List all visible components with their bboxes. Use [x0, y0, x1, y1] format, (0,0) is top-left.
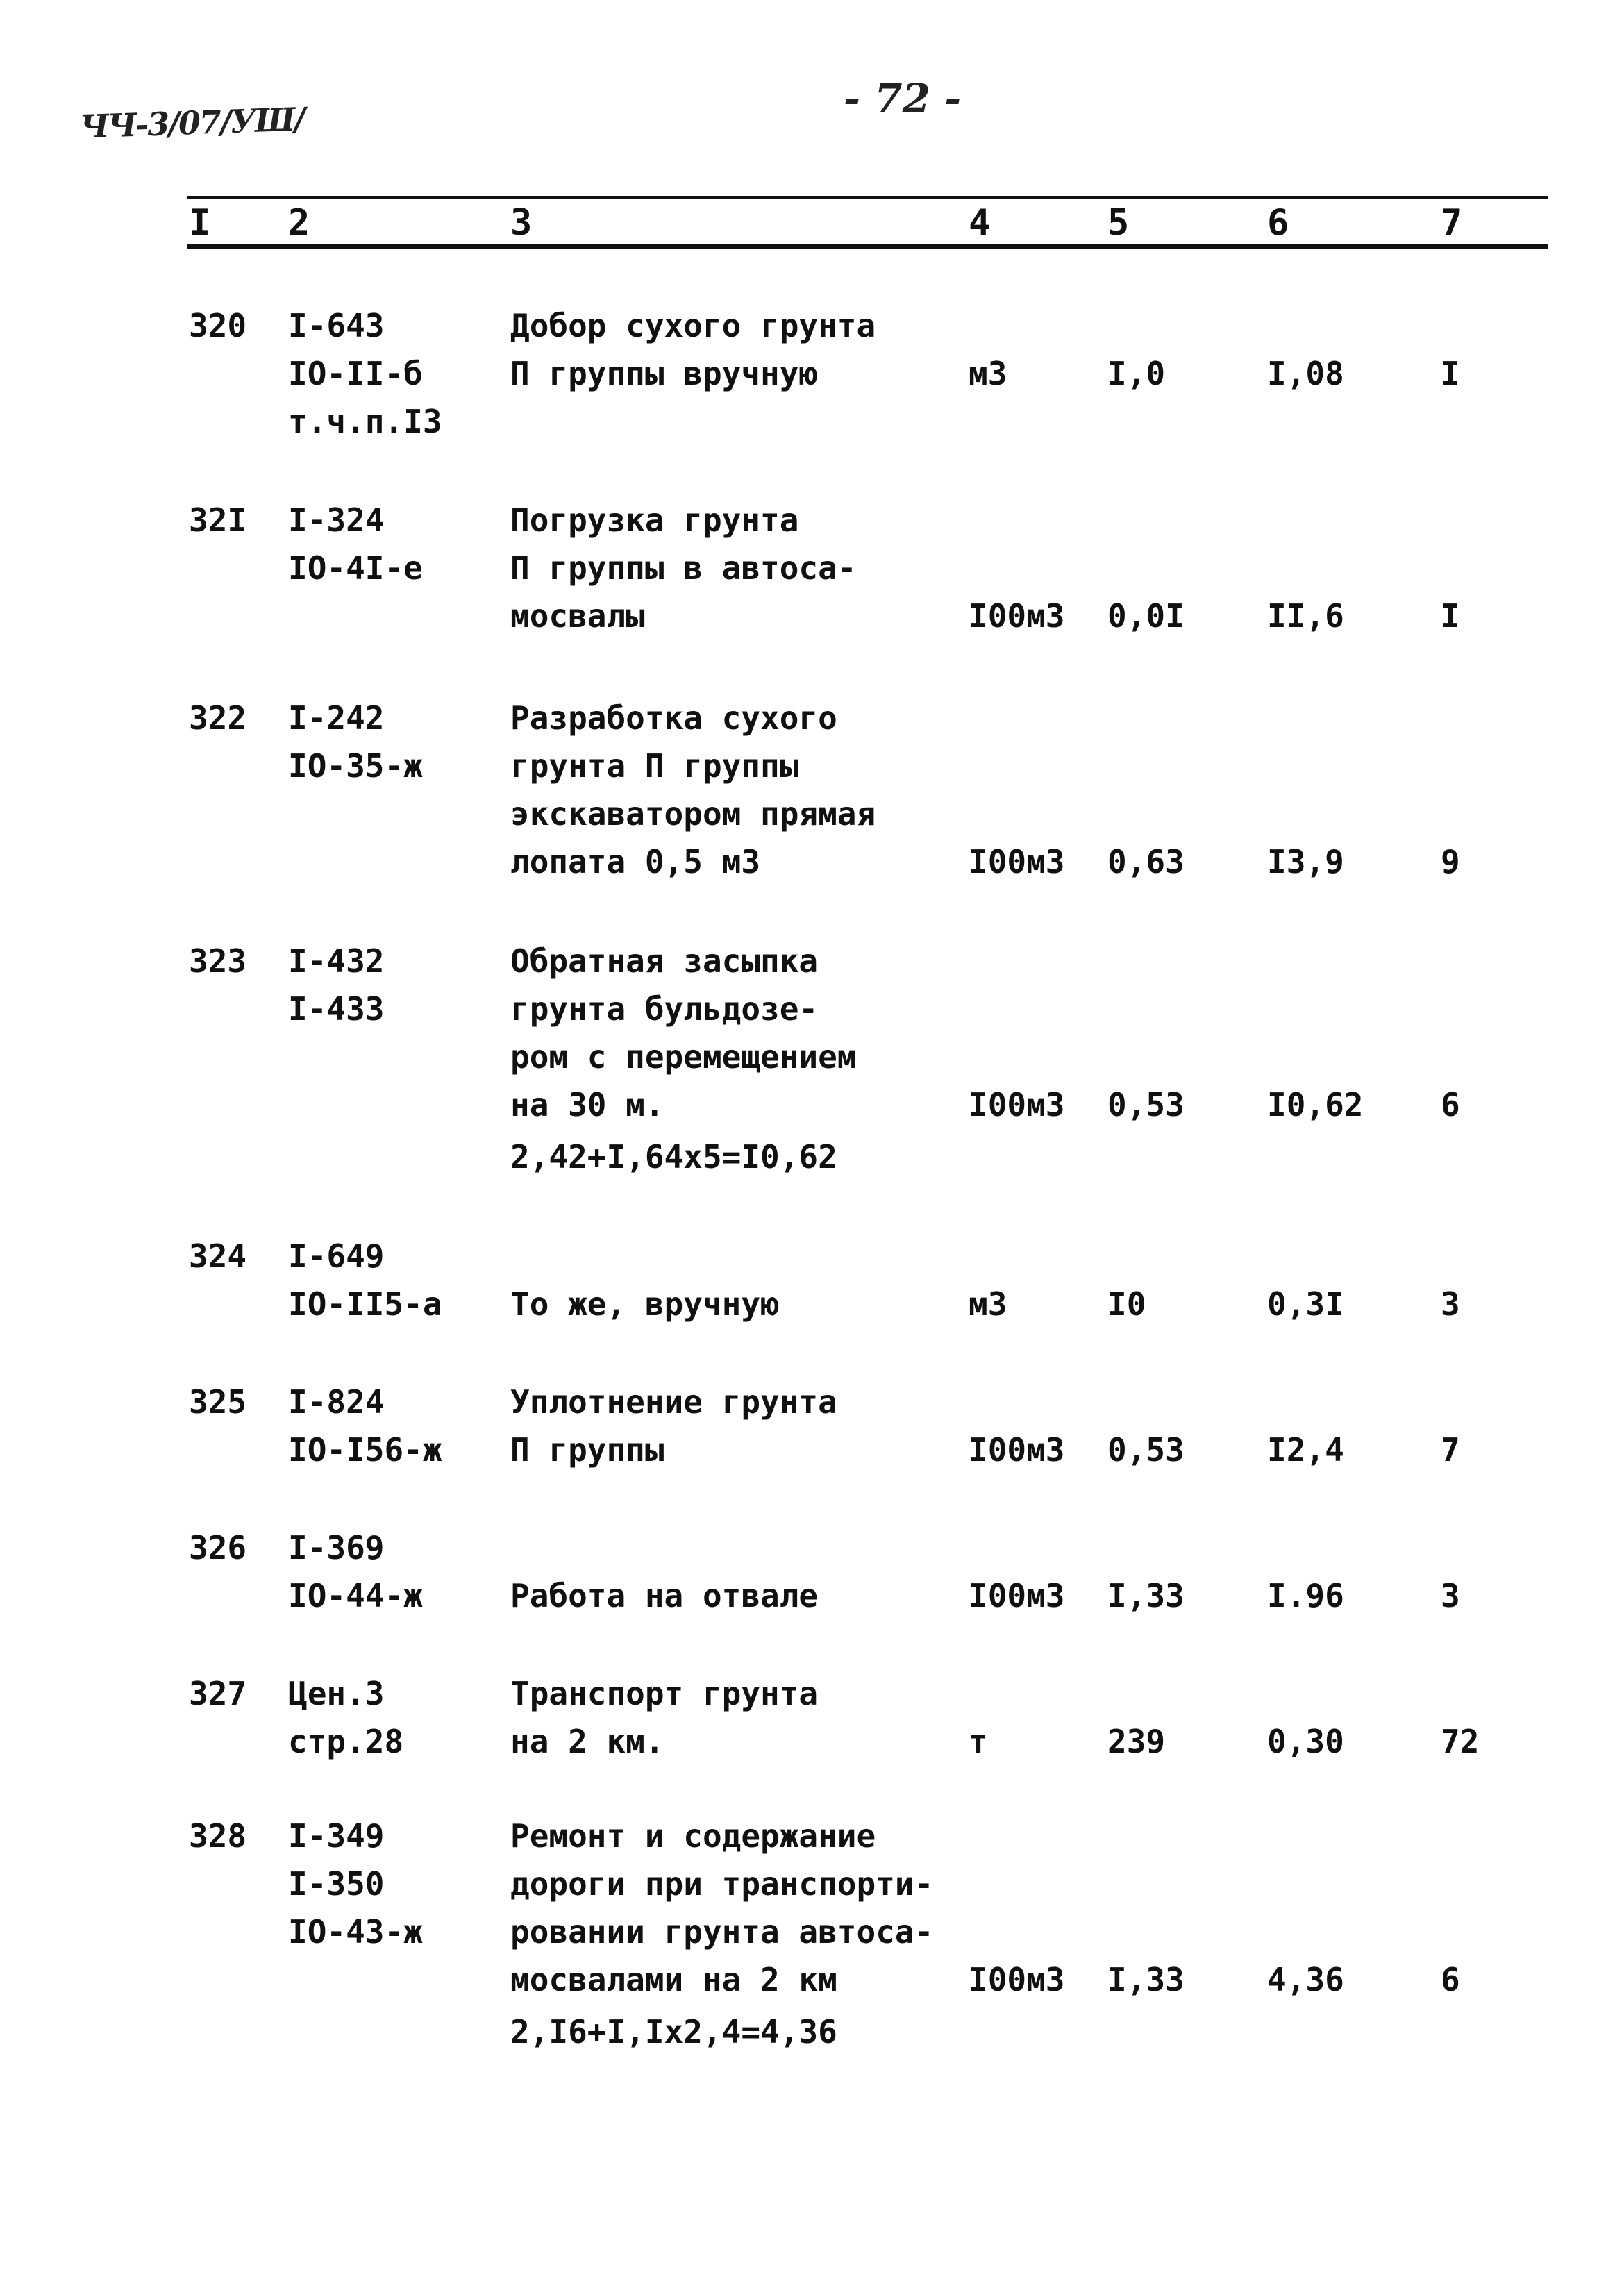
column-header-3: 3	[510, 202, 533, 244]
norm-reference	[288, 1524, 423, 1620]
norm-reference-line: I-824	[288, 1383, 385, 1421]
quantity: I,33	[1107, 1961, 1184, 1998]
quantity: 0,0I	[1107, 597, 1184, 635]
work-description-line: Разработка сухого	[510, 699, 837, 737]
work-description	[510, 937, 969, 1181]
norm-reference-line: I-432	[288, 942, 385, 980]
rate: I.96	[1267, 1577, 1344, 1614]
work-description-line: П группы	[510, 1431, 664, 1469]
norm-reference	[288, 1670, 403, 1766]
rate: 0,3I	[1267, 1285, 1344, 1323]
unit: т	[969, 1723, 988, 1760]
work-description	[510, 1812, 969, 2056]
document-code-stamp: ЧЧ-3/07/УШ/	[79, 100, 305, 146]
norm-reference	[288, 694, 423, 790]
item-number: 325	[189, 1383, 247, 1421]
norm-reference-line: IO-II5-а	[288, 1285, 442, 1323]
norm-reference-line: I-242	[288, 699, 385, 737]
table-top-rule	[187, 196, 1548, 199]
total: 72	[1441, 1723, 1480, 1760]
unit: I00м3	[969, 1961, 1065, 1998]
norm-reference	[288, 496, 423, 592]
item-number: 322	[189, 699, 247, 737]
norm-reference-line: IO-44-ж	[288, 1577, 423, 1614]
work-description-line: мосвалами на 2 км	[510, 1961, 837, 1998]
work-description	[510, 1233, 969, 1328]
column-header-5: 5	[1107, 202, 1130, 244]
rate: 0,30	[1267, 1723, 1344, 1760]
item-number: 320	[189, 307, 247, 344]
norm-reference-line: I-324	[288, 501, 385, 539]
quantity: I,33	[1107, 1577, 1184, 1614]
work-description-line	[510, 1524, 969, 1572]
quantity: 0,53	[1107, 1431, 1184, 1469]
item-number: 323	[189, 942, 247, 980]
norm-reference-line: IO-4I-е	[288, 549, 423, 587]
work-description-line: 2,I6+I,Ix2,4=4,36	[510, 2013, 837, 2051]
rate: 4,36	[1267, 1961, 1344, 1998]
work-description-line: экскаватором прямая	[510, 795, 876, 833]
norm-reference-line: I-433	[288, 990, 385, 1028]
work-description-line: Ремонт и содержание	[510, 1817, 876, 1855]
work-description-line: грунта бульдозе-	[510, 990, 819, 1028]
norm-reference	[288, 937, 384, 1033]
norm-reference-line: стр.28	[288, 1723, 404, 1760]
work-description-line: лопата 0,5 м3	[510, 843, 761, 880]
unit: м3	[969, 1285, 1007, 1323]
column-header-7: 7	[1441, 202, 1463, 244]
unit: I00м3	[969, 1577, 1065, 1614]
work-description-line: П группы в автоса-	[510, 549, 857, 587]
rate: I2,4	[1267, 1431, 1344, 1469]
norm-reference-line: I-649	[288, 1237, 385, 1275]
work-description-line: грунта П группы	[510, 747, 799, 785]
column-header-1: I	[189, 202, 211, 244]
work-description	[510, 302, 969, 398]
work-description-line: ром с перемещением	[510, 1038, 857, 1076]
work-description-line: П группы вручную	[510, 355, 819, 392]
item-number: 328	[189, 1817, 247, 1855]
work-description-line: Обратная засыпка	[510, 942, 819, 980]
column-header-6: 6	[1267, 202, 1289, 244]
norm-reference-line: I-350	[288, 1865, 385, 1903]
norm-reference-line: IO-I56-ж	[288, 1431, 442, 1469]
total: I	[1441, 355, 1460, 392]
norm-reference	[288, 1378, 442, 1474]
work-description-line: на 30 м.	[510, 1086, 664, 1124]
work-description-line: Уплотнение грунта	[510, 1383, 837, 1421]
work-description-line: То же, вручную	[510, 1285, 780, 1323]
total: 9	[1441, 843, 1460, 880]
unit: I00м3	[969, 843, 1065, 880]
norm-reference	[288, 1812, 423, 1956]
norm-reference-line: IO-43-ж	[288, 1913, 423, 1951]
column-header-4: 4	[969, 202, 991, 244]
rate: I0,62	[1267, 1086, 1364, 1124]
work-description-line: на 2 км.	[510, 1723, 664, 1760]
norm-reference-line: IO-35-ж	[288, 747, 423, 785]
work-description-line: Работа на отвале	[510, 1577, 819, 1614]
total: 6	[1441, 1086, 1460, 1124]
work-description	[510, 1670, 969, 1766]
item-number: 324	[189, 1237, 247, 1275]
rate: I,08	[1267, 355, 1344, 392]
quantity: I0	[1107, 1285, 1146, 1323]
rate: II,6	[1267, 597, 1344, 635]
item-number: 326	[189, 1529, 247, 1567]
page-number: - 72 -	[844, 75, 962, 122]
work-description	[510, 1524, 969, 1620]
total: I	[1441, 597, 1460, 635]
norm-reference-line: IO-II-б	[288, 355, 423, 392]
quantity: 239	[1107, 1723, 1166, 1760]
item-number: 327	[189, 1675, 247, 1712]
total: 6	[1441, 1961, 1460, 1998]
work-description-line: 2,42+I,64x5=I0,62	[510, 1138, 837, 1176]
unit: I00м3	[969, 597, 1065, 635]
unit: I00м3	[969, 1086, 1065, 1124]
item-number: 32I	[189, 501, 247, 539]
norm-reference	[288, 302, 442, 446]
work-description	[510, 694, 969, 886]
quantity: 0,63	[1107, 843, 1184, 880]
total: 7	[1441, 1431, 1460, 1469]
norm-reference-line: I-643	[288, 307, 385, 344]
norm-reference-line: I-369	[288, 1529, 385, 1567]
norm-reference-line: т.ч.п.I3	[288, 403, 442, 440]
quantity: I,0	[1107, 355, 1166, 392]
table-header-rule	[187, 244, 1548, 249]
quantity: 0,53	[1107, 1086, 1184, 1124]
total: 3	[1441, 1285, 1460, 1323]
work-description-line: Погрузка грунта	[510, 501, 799, 539]
work-description-line: дороги при транспорти-	[510, 1865, 934, 1903]
work-description-line	[510, 1233, 969, 1280]
norm-reference-line: Цен.3	[288, 1675, 385, 1712]
work-description-line: мосвалы	[510, 597, 645, 635]
rate: I3,9	[1267, 843, 1344, 880]
work-description-line: Транспорт грунта	[510, 1675, 819, 1712]
total: 3	[1441, 1577, 1460, 1614]
norm-reference-line: I-349	[288, 1817, 385, 1855]
unit: I00м3	[969, 1431, 1065, 1469]
norm-reference	[288, 1233, 442, 1328]
work-description-line: Добор сухого грунта	[510, 307, 876, 344]
work-description	[510, 496, 969, 640]
work-description	[510, 1378, 969, 1474]
work-description-line: ровании грунта автоса-	[510, 1913, 934, 1951]
column-header-2: 2	[288, 202, 310, 244]
unit: м3	[969, 355, 1007, 392]
